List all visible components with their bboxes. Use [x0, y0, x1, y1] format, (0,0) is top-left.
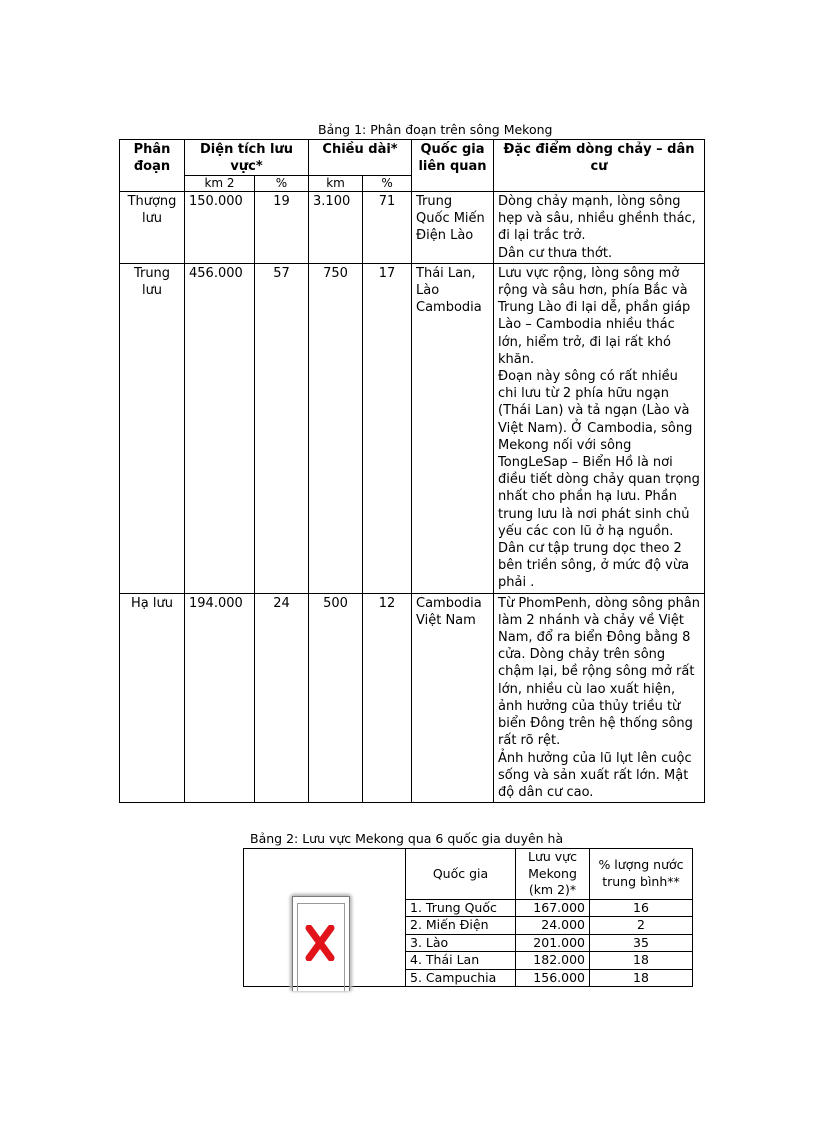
- header-segment: Phân đoạn: [120, 140, 185, 192]
- area-cell: 201.000: [516, 934, 590, 952]
- segment-cell: Trung lưu: [120, 263, 185, 593]
- water-cell: 18: [590, 969, 693, 987]
- country-cell: 1. Trung Quốc: [406, 899, 516, 917]
- table2-caption: Bảng 2: Lưu vực Mekong qua 6 quốc gia duyên hà: [250, 831, 564, 846]
- image-cell: [244, 849, 406, 987]
- countries-table: [243, 848, 693, 987]
- country-cell: 3. Lào: [406, 934, 516, 952]
- header-area-pct: %: [255, 176, 309, 192]
- table-row: [120, 593, 705, 802]
- length-pct-cell: 17: [363, 263, 412, 593]
- country-cell: 5. Campuchia: [406, 969, 516, 987]
- length-km-cell: 3.100: [309, 192, 363, 264]
- header-country: Quốc gia: [406, 849, 516, 900]
- header-length-unit: km: [309, 176, 363, 192]
- features-paragraph: Đoạn này sông có rất nhiều chi lưu từ 2 phía hữu ngạn (Thái Lan) và tả ngạn (Lào và Việt Nam). Ở Cambodia, sông Mekong nối với sông TongLeSap – Biển Hồ là nơi điều tiết dòng chảy quan trọng nhất cho phần hạ lưu. Phần trung lưu là nơi phát sinh chủ yếu các con lũ ở hạ nguồn.: [498, 369, 700, 539]
- features-paragraph: Từ PhomPenh, dòng sông phân làm 2 nhánh và chảy về Việt Nam, đổ ra biển Đông bằng 8 cửa. Dòng chảy trên sông chậm lại, bề rộng sông mở rất lớn, nhiều cù lao xuất hiện, ảnh hưởng của thủy triều từ biển Đông trên hệ thống sông rất rõ rệt.: [498, 595, 701, 749]
- area-cell: 24.000: [516, 917, 590, 935]
- header-features: Đặc điểm dòng chảy – dân cư: [494, 140, 705, 192]
- area-cell: 167.000: [516, 899, 590, 917]
- water-cell: 2: [590, 917, 693, 935]
- area-cell: 182.000: [516, 952, 590, 970]
- features-paragraph: Dòng chảy mạnh, lòng sông hẹp và sâu, nhiều ghềnh thác, đi lại trắc trở.: [498, 194, 696, 244]
- header-countries: Quốc gia liên quan: [412, 140, 494, 192]
- area-pct-cell: 57: [255, 263, 309, 593]
- header-area: Diện tích lưu vực*: [185, 140, 309, 176]
- header-area-unit: km 2: [185, 176, 255, 192]
- features-paragraph: Lưu vực rộng, lòng sông mở rộng và sâu hơn, phía Bắc và Trung Lào đi lại dễ, phần giáp Lào – Cambodia nhiều thác lớn, hiểm trở, đi lại rất khó khăn.: [498, 265, 691, 367]
- features-cell: [494, 593, 705, 802]
- features-paragraph: Dân cư tập trung dọc theo 2 bên triền sông, ở mức độ vừa phải .: [498, 541, 690, 591]
- length-km-cell: 750: [309, 263, 363, 593]
- countries-cell: Thái Lan, Lào Cambodia: [412, 263, 494, 593]
- table-row: [120, 192, 705, 264]
- table1-caption: Bảng 1: Phân đoạn trên sông Mekong: [318, 122, 553, 137]
- area-km2-cell: 456.000: [185, 263, 255, 593]
- header-length: Chiều dài*: [309, 140, 412, 176]
- water-cell: 35: [590, 934, 693, 952]
- header-length-pct: %: [363, 176, 412, 192]
- area-pct-cell: 19: [255, 192, 309, 264]
- features-paragraph: Ảnh hưởng của lũ lụt lên cuộc sống và sản xuất rất lớn. Mật độ dân cư cao.: [498, 750, 692, 800]
- country-cell: 4. Thái Lan: [406, 952, 516, 970]
- features-paragraph: Dân cư thưa thớt.: [498, 245, 613, 261]
- countries-cell: Trung Quốc Miến Điện Lào: [412, 192, 494, 264]
- features-cell: [494, 192, 705, 264]
- table-row: [120, 263, 705, 593]
- area-km2-cell: 150.000: [185, 192, 255, 264]
- features-cell: [494, 263, 705, 593]
- area-pct-cell: 24: [255, 593, 309, 802]
- area-cell: 156.000: [516, 969, 590, 987]
- segments-table: [119, 139, 705, 803]
- area-km2-cell: 194.000: [185, 593, 255, 802]
- water-cell: 18: [590, 952, 693, 970]
- countries-cell: Cambodia Việt Nam: [412, 593, 494, 802]
- header-area: Lưu vực Mekong (km 2)*: [516, 849, 590, 900]
- length-pct-cell: 12: [363, 593, 412, 802]
- water-cell: 16: [590, 899, 693, 917]
- segment-cell: Thượng lưu: [120, 192, 185, 264]
- length-pct-cell: 71: [363, 192, 412, 264]
- country-cell: 2. Miến Điện: [406, 917, 516, 935]
- broken-image-icon: [292, 896, 350, 991]
- red-x-icon: [305, 925, 335, 961]
- length-km-cell: 500: [309, 593, 363, 802]
- header-water: % lượng nước trung bình**: [590, 849, 693, 900]
- segment-cell: Hạ lưu: [120, 593, 185, 802]
